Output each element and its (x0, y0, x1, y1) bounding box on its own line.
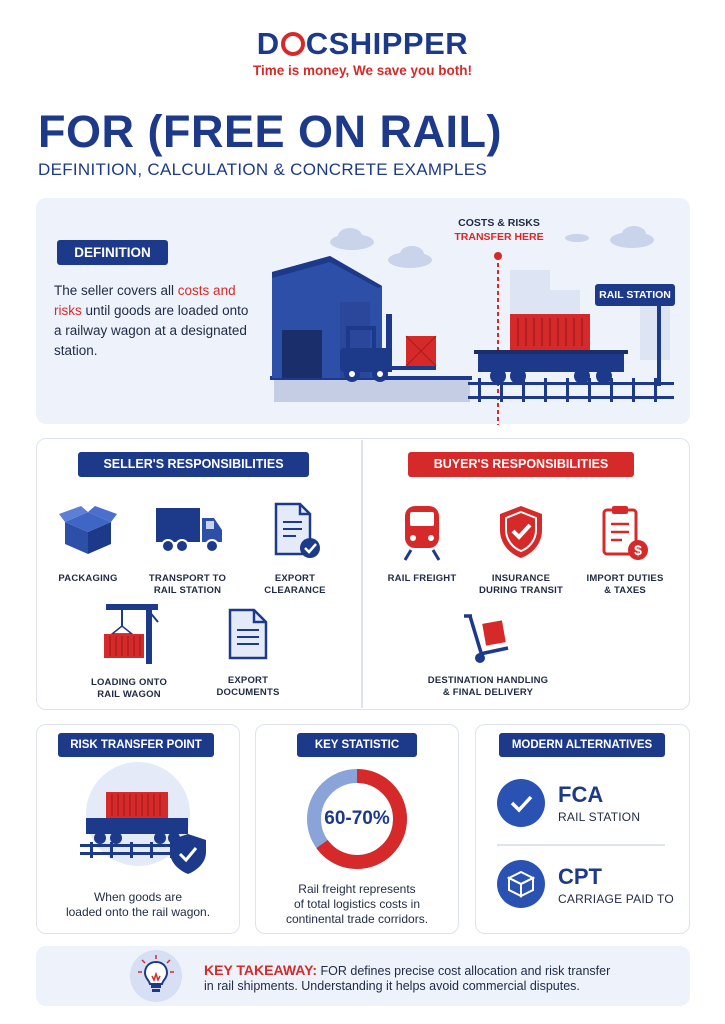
tagline: Time is money, We save you both! (252, 63, 473, 78)
container-icon (106, 792, 168, 818)
responsibilities-divider (361, 440, 363, 708)
page-subtitle: DEFINITION, CALCULATION & CONCRETE EXAMPLES (38, 160, 487, 179)
seller-item-packaging: PACKAGING (48, 500, 128, 585)
risk-text: When goods are loaded onto the rail wagon. (65, 890, 211, 919)
alternative-desc-fca: RAIL STATION (558, 810, 641, 824)
alternatives-divider (497, 844, 665, 846)
buyer-item-import-duties: $ IMPORT DUTIES & TAXES (582, 504, 668, 597)
statistic-text: Rail freight represents of total logistics costs in continental trade corridors. (285, 882, 429, 926)
hand-truck-icon (460, 610, 516, 666)
takeaway-text: KEY TAKEAWAY: FOR defines precise cost allocation and risk transfer in rail shipments. Understanding it helps avoid commercial disputes. (204, 962, 611, 993)
rail-station-sign: RAIL STATION (595, 284, 675, 306)
transfer-label: COSTS & RISKS TRANSFER HERE (454, 217, 544, 243)
buyer-heading: BUYER'S RESPONSIBILITIES (408, 452, 634, 477)
page-title: FOR (FREE ON RAIL) (38, 106, 502, 157)
alternative-desc-cpt: CARRIAGE PAID TO (558, 892, 674, 906)
lightbulb-icon (130, 950, 182, 1002)
seller-heading: SELLER'S RESPONSIBILITIES (78, 452, 309, 477)
shield-check-icon (170, 834, 206, 874)
seller-item-transport: TRANSPORT TO RAIL STATION (140, 500, 235, 597)
crane-container-icon (94, 602, 164, 666)
risk-illustration (58, 762, 228, 882)
document-icon (226, 606, 270, 662)
alternative-code-fca: FCA (558, 782, 604, 807)
clipboard-dollar-icon (600, 504, 650, 562)
risk-heading: RISK TRANSFER POINT (58, 733, 214, 757)
checkmark-icon (497, 779, 545, 827)
seller-item-clearance: EXPORT CLEARANCE (252, 500, 338, 597)
definition-badge: DEFINITION (57, 240, 168, 265)
buyer-item-insurance: INSURANCE DURING TRANSIT (478, 504, 564, 597)
statistic-heading: KEY STATISTIC (297, 733, 417, 757)
box-icon (59, 500, 117, 558)
truck-icon (150, 500, 226, 558)
station-sign-pole (657, 306, 661, 386)
seller-item-loading: LOADING ONTO RAIL WAGON (84, 602, 174, 701)
box-icon (497, 860, 545, 908)
header (0, 28, 725, 78)
globe-logo-icon (281, 32, 305, 56)
statistic-value: 60-70% (324, 808, 390, 829)
alternative-code-cpt: CPT (558, 864, 602, 889)
loading-platform (274, 378, 470, 402)
svg-text:$: $ (634, 542, 642, 558)
fca-checkmark-icon (497, 779, 545, 827)
shield-check-icon (498, 504, 544, 560)
lightbulb-icon (130, 950, 182, 1002)
alternatives-heading: MODERN ALTERNATIVES (499, 733, 665, 757)
buyer-item-rail-freight: RAIL FREIGHT (382, 502, 462, 585)
transfer-marker (494, 252, 502, 260)
document-check-icon (266, 500, 324, 560)
logo: D CSHIPPER (256, 26, 469, 61)
cpt-box-icon (497, 860, 545, 908)
seller-item-documents: EXPORT DOCUMENTS (206, 606, 290, 699)
train-icon (401, 502, 443, 562)
buyer-item-destination: DESTINATION HANDLING & FINAL DELIVERY (426, 610, 550, 699)
definition-text: The seller covers all costs and risks until goods are loaded onto a railway wagon at a designated station. (54, 283, 249, 358)
